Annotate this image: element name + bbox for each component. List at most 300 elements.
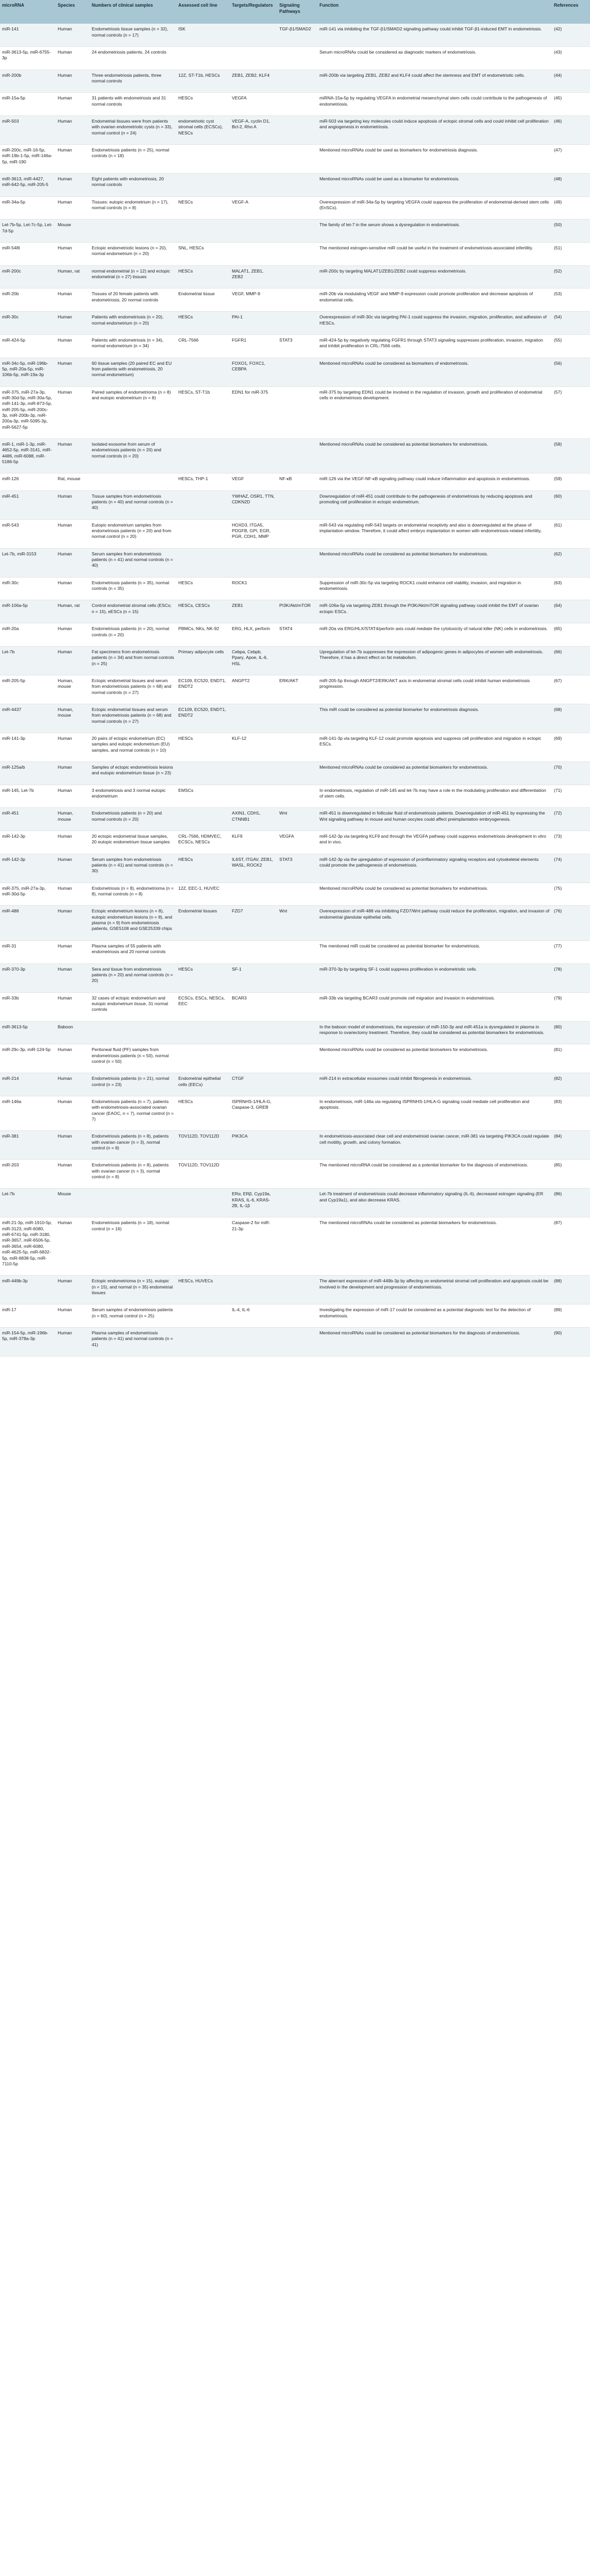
cell-species: Human bbox=[56, 1276, 90, 1304]
cell-microrna: miR-145, Let-7b bbox=[0, 785, 56, 808]
cell-function: miR-375 by targeting EDN1 could be involved in the regulation of invasion, growth and proliferation of endometrial cells in endometriosis development. bbox=[317, 386, 552, 438]
cell-cell-line: SNL, HESCs bbox=[176, 243, 230, 266]
cell-microrna: miR-125a/b bbox=[0, 761, 56, 785]
cell-targets bbox=[230, 1327, 277, 1356]
cell-species: Human bbox=[56, 24, 90, 46]
cell-microrna: miR-543 bbox=[0, 519, 56, 548]
table-row bbox=[0, 1160, 590, 1189]
cell-references: (65) bbox=[552, 623, 590, 647]
cell-pathways bbox=[277, 761, 317, 785]
cell-function: Downregulation of miR-451 could contribute to the pathogenesis of endometriosis by reducing apoptosis and promoting cell proliferation in ectopic endometrium. bbox=[317, 490, 552, 519]
cell-cell-line: HESCs bbox=[176, 93, 230, 116]
cell-targets: PAI-1 bbox=[230, 312, 277, 335]
cell-species: Human bbox=[56, 334, 90, 358]
cell-references: (57) bbox=[552, 386, 590, 438]
table-row bbox=[0, 548, 590, 577]
cell-microrna: miR-141 bbox=[0, 24, 56, 46]
cell-pathways bbox=[277, 1073, 317, 1096]
cell-cell-line bbox=[176, 46, 230, 70]
cell-cell-line bbox=[176, 145, 230, 174]
cell-pathways: VEGFA bbox=[277, 831, 317, 854]
cell-function: miRNA-15a-5p by regulating VEGFA in endometrial mesenchymal stem cells could contribute to the pathogenesis of endometriosis. bbox=[317, 93, 552, 116]
cell-species: Human bbox=[56, 70, 90, 93]
cell-cell-line: HESCs, ST-T1b bbox=[176, 386, 230, 438]
cell-species: Mouse bbox=[56, 1189, 90, 1217]
cell-species: Rat, mouse bbox=[56, 473, 90, 490]
cell-microrna: miR-424-5p bbox=[0, 334, 56, 358]
cell-targets: ROCK1 bbox=[230, 577, 277, 600]
cell-pathways bbox=[277, 1021, 317, 1044]
cell-references: (60) bbox=[552, 490, 590, 519]
cell-clinical-samples: Ectopic endometrioma (n = 15), eutopic (n = 15), and normal (n = 35) endometrial tissues bbox=[90, 1276, 176, 1304]
cell-cell-line: Endometrial tissue bbox=[176, 289, 230, 312]
cell-clinical-samples: Eight patients with endometriosis, 20 normal controls bbox=[90, 174, 176, 197]
cell-clinical-samples: Endometrial tissues were from patients with ovarian endometriotic cysts (n = 33), normal control (n = 24) bbox=[90, 115, 176, 144]
table-row bbox=[0, 1189, 590, 1217]
cell-targets: Cebpa, Cebpb, Pparγ, Apoe, IL-6, HSL bbox=[230, 646, 277, 675]
cell-pathways bbox=[277, 219, 317, 243]
cell-pathways bbox=[277, 785, 317, 808]
cell-function: miR-141 via inhibiting the TGF-β1/SMAD2 signaling pathway could inhibit TGF-β1-induced EMT in endometriosis. bbox=[317, 24, 552, 46]
table-row bbox=[0, 1217, 590, 1276]
cell-function: miR-33b via targeting BCAR3 could promote cell migration and invasion in endometriosis. bbox=[317, 992, 552, 1021]
cell-function: miR-451 is downregulated in follicular fluid of endometriosis patients. Downregulation of miR-451 by expressing the Wnt signaling pathway in mouse and human oocytes could affect preimplantation embryogenesis. bbox=[317, 808, 552, 831]
table-row bbox=[0, 1096, 590, 1130]
table-row bbox=[0, 675, 590, 704]
cell-clinical-samples bbox=[90, 473, 176, 490]
cell-references: (46) bbox=[552, 115, 590, 144]
cell-targets: KLF9 bbox=[230, 831, 277, 854]
cell-cell-line bbox=[176, 1021, 230, 1044]
cell-targets: ERG, HLX, perforin bbox=[230, 623, 277, 647]
cell-pathways bbox=[277, 1096, 317, 1130]
cell-cell-line: HESCs bbox=[176, 963, 230, 992]
cell-references: (80) bbox=[552, 1021, 590, 1044]
cell-targets: ISPRNHS-1/HLA-G, Caspase-3, GREB bbox=[230, 1096, 277, 1130]
cell-function: miR-141-3p via targeting KLF-12 could promote apoptosis and suppress cell proliferation and migration in ectopic ESCs. bbox=[317, 733, 552, 761]
cell-microrna: miR-214 bbox=[0, 1073, 56, 1096]
cell-pathways: TGF-β1/SMAD2 bbox=[277, 24, 317, 46]
cell-clinical-samples: Ectopic endometrial tissues and serum from endometriosis patients (n = 68) and normal controls (n = 27) bbox=[90, 704, 176, 733]
cell-microrna: miR-3613-5p bbox=[0, 1021, 56, 1044]
cell-clinical-samples: Endometriosis patients (n = 8), patients with ovarian cancer (n = 3), normal control (n = 8) bbox=[90, 1160, 176, 1189]
cell-microrna: miR-146a bbox=[0, 1096, 56, 1130]
cell-targets: EDN1 for miR-375 bbox=[230, 386, 277, 438]
cell-clinical-samples bbox=[90, 1021, 176, 1044]
cell-cell-line bbox=[176, 358, 230, 386]
cell-clinical-samples: Serum samples of endometriosis patients (n = 60), normal control (n = 25) bbox=[90, 1304, 176, 1328]
cell-targets: HOXD3, ITGA5, PDGFB, GPI, EGR, PGR, CDH1, MMP bbox=[230, 519, 277, 548]
cell-targets: IL-4, IL-6 bbox=[230, 1304, 277, 1328]
cell-species: Human bbox=[56, 623, 90, 647]
cell-species: Human, mouse bbox=[56, 704, 90, 733]
cell-species: Human bbox=[56, 761, 90, 785]
cell-targets: FZD7 bbox=[230, 906, 277, 940]
header-row bbox=[0, 0, 590, 24]
cell-function: Mentioned microRNAs could be used as biomarkers for endometriosis diagnosis. bbox=[317, 145, 552, 174]
cell-function: miR-205-5p through ANGPT2/ERK/AKT axis in endometrial stromal cells could inhibit human endometriosis progression. bbox=[317, 675, 552, 704]
cell-function: miR-200c by targeting MALAT1/ZEB1/ZEB2 could suppress endometriosis. bbox=[317, 265, 552, 289]
cell-clinical-samples: Ectopic endometriotic lesions (n = 20), normal endometrium (n = 20) bbox=[90, 243, 176, 266]
cell-targets: FGFR1 bbox=[230, 334, 277, 358]
cell-microrna: miR-142-3p bbox=[0, 831, 56, 854]
cell-microrna: miR-1, miR-1-3p, miR-4652-5p, miR-3141, miR-4486, miR-6088, miR-5186-5p bbox=[0, 438, 56, 473]
cell-microrna: Let-7b, miR-3153 bbox=[0, 548, 56, 577]
cell-species: Human bbox=[56, 1096, 90, 1130]
cell-references: (85) bbox=[552, 1160, 590, 1189]
cell-references: (52) bbox=[552, 265, 590, 289]
cell-references: (44) bbox=[552, 70, 590, 93]
cell-species: Human bbox=[56, 358, 90, 386]
cell-species: Human bbox=[56, 577, 90, 600]
cell-pathways bbox=[277, 490, 317, 519]
cell-function: Upregulation of let-7b suppresses the expression of adipogenic genes in adipocytes of women with endometriosis. Therefore, it has a direct effect on fat metabolism. bbox=[317, 646, 552, 675]
cell-clinical-samples: Ectopic endometrial tissues and serum from endometriosis patients (n = 68) and normal controls (n = 27) bbox=[90, 675, 176, 704]
cell-references: (68) bbox=[552, 704, 590, 733]
table-row bbox=[0, 1044, 590, 1073]
cell-species: Human bbox=[56, 646, 90, 675]
cell-pathways bbox=[277, 940, 317, 963]
cell-pathways: Wnt bbox=[277, 808, 317, 831]
table-row bbox=[0, 70, 590, 93]
cell-targets bbox=[230, 761, 277, 785]
cell-references: (82) bbox=[552, 1073, 590, 1096]
cell-pathways: STAT4 bbox=[277, 623, 317, 647]
table-row bbox=[0, 243, 590, 266]
cell-cell-line: EC109, EC520, ENDT1, ENDT2 bbox=[176, 675, 230, 704]
table-row bbox=[0, 24, 590, 46]
cell-cell-line bbox=[176, 808, 230, 831]
cell-references: (62) bbox=[552, 548, 590, 577]
cell-targets bbox=[230, 219, 277, 243]
table-row bbox=[0, 704, 590, 733]
cell-cell-line bbox=[176, 1327, 230, 1356]
cell-function: The mentioned microRNA could be considered as a potential biomarker for the diagnosis of endometriosis. bbox=[317, 1160, 552, 1189]
cell-references: (77) bbox=[552, 940, 590, 963]
cell-references: (69) bbox=[552, 733, 590, 761]
cell-pathways bbox=[277, 1217, 317, 1276]
cell-pathways bbox=[277, 577, 317, 600]
cell-cell-line: HESCs, HUVECs bbox=[176, 1276, 230, 1304]
cell-references: (78) bbox=[552, 963, 590, 992]
cell-function: miR-20b via modulating VEGF and MMP-9 expression could promote proliferation and decrease apoptosis of endometrial cells. bbox=[317, 289, 552, 312]
cell-species: Human bbox=[56, 1304, 90, 1328]
cell-microrna: miR-200b bbox=[0, 70, 56, 93]
cell-targets: ZEB1 bbox=[230, 600, 277, 623]
cell-pathways bbox=[277, 1327, 317, 1356]
table-row bbox=[0, 174, 590, 197]
cell-microrna: miR-503 bbox=[0, 115, 56, 144]
cell-clinical-samples: Paired samples of endometrioma (n = 8) and eutopic endometrium (n = 8) bbox=[90, 386, 176, 438]
cell-microrna: miR-200c, miR-16-5p, miR-19b-1-5p, miR-146a-5p, miR-190 bbox=[0, 145, 56, 174]
cell-cell-line bbox=[176, 490, 230, 519]
cell-references: (83) bbox=[552, 1096, 590, 1130]
cell-function: miR-503 via targeting key molecules could induce apoptosis of ectopic stromal cells and could inhibit cell proliferation and angiogenesis in endometriosis. bbox=[317, 115, 552, 144]
cell-microrna: miR-451 bbox=[0, 808, 56, 831]
cell-cell-line: HESCs bbox=[176, 265, 230, 289]
table-row bbox=[0, 334, 590, 358]
cell-function: Overexpression of miR-30c via targeting PAI-1 could suppress the invasion, migration, proliferation, and adhesion of HESCs. bbox=[317, 312, 552, 335]
cell-pathways bbox=[277, 1276, 317, 1304]
cell-species: Human bbox=[56, 490, 90, 519]
cell-species: Human bbox=[56, 963, 90, 992]
cell-cell-line: PBMCs, NKs, NK-92 bbox=[176, 623, 230, 647]
cell-references: (43) bbox=[552, 46, 590, 70]
table-row bbox=[0, 115, 590, 144]
cell-references: (49) bbox=[552, 196, 590, 219]
cell-function: Let-7b treatment of endometriosis could decrease inflammatory signaling (IL-6), decreased estrogen signaling (ER and Cyp19a1), and also decrease KRAS. bbox=[317, 1189, 552, 1217]
cell-function: Mentioned microRNAs could be considered as potential biomarkers for endometriosis. bbox=[317, 548, 552, 577]
cell-targets bbox=[230, 24, 277, 46]
cell-function: In endometriosis, miR-146a via regulating ISPRNHS-1/HLA-G signaling could mediate cell proliferation and apoptosis. bbox=[317, 1096, 552, 1130]
cell-microrna: miR-106a-5p bbox=[0, 600, 56, 623]
cell-pathways: Wnt bbox=[277, 906, 317, 940]
cell-clinical-samples: Isolated exosome from serum of endometriosis patients (n = 20) and normal controls (n = 20) bbox=[90, 438, 176, 473]
cell-species: Mouse bbox=[56, 219, 90, 243]
table-row bbox=[0, 785, 590, 808]
cell-targets bbox=[230, 243, 277, 266]
cell-microrna: miR-126 bbox=[0, 473, 56, 490]
cell-references: (88) bbox=[552, 1276, 590, 1304]
cell-function: miR-424-5p by negatively regulating FGFR1 through STAT3 signaling suppresses proliferation, invasion, migration and inhibit proliferation in CRL-7566 cells. bbox=[317, 334, 552, 358]
cell-cell-line: HESCs bbox=[176, 854, 230, 883]
cell-pathways bbox=[277, 704, 317, 733]
cell-targets: KLF-12 bbox=[230, 733, 277, 761]
cell-targets bbox=[230, 548, 277, 577]
cell-microrna: miR-3613-5p, miR-6755-3p bbox=[0, 46, 56, 70]
cell-clinical-samples: Samples of ectopic endometriosis lesions and eutopic endometrium tissue (n = 23) bbox=[90, 761, 176, 785]
cell-pathways bbox=[277, 265, 317, 289]
cell-references: (42) bbox=[552, 24, 590, 46]
cell-clinical-samples: Tissues of 20 female patients with endometriosis, 20 normal controls bbox=[90, 289, 176, 312]
cell-cell-line: 12Z, EEC-1, HUVEC bbox=[176, 883, 230, 906]
cell-targets bbox=[230, 438, 277, 473]
cell-targets bbox=[230, 704, 277, 733]
table-row bbox=[0, 906, 590, 940]
cell-clinical-samples: Plasma samples of 55 patients with endometriosis and 20 normal controls bbox=[90, 940, 176, 963]
cell-pathways bbox=[277, 548, 317, 577]
cell-targets: ERα, ERβ, Cyp19a, KRAS, IL-6, KRAS-2B, IL-1β bbox=[230, 1189, 277, 1217]
cell-microrna: miR-4437 bbox=[0, 704, 56, 733]
cell-references: (72) bbox=[552, 808, 590, 831]
cell-targets: VEGFA bbox=[230, 93, 277, 116]
cell-species: Human bbox=[56, 1131, 90, 1160]
cell-pathways bbox=[277, 1189, 317, 1217]
table-row bbox=[0, 646, 590, 675]
cell-clinical-samples: Endometriosis patients (n = 21), normal control (n = 23) bbox=[90, 1073, 176, 1096]
cell-microrna: miR-548l bbox=[0, 243, 56, 266]
cell-function: Serum microRNAs could be considered as diagnostic markers of endometriosis. bbox=[317, 46, 552, 70]
cell-pathways bbox=[277, 1160, 317, 1189]
cell-references: (73) bbox=[552, 831, 590, 854]
cell-pathways bbox=[277, 519, 317, 548]
cell-species: Human bbox=[56, 831, 90, 854]
cell-species: Human, rat bbox=[56, 600, 90, 623]
cell-references: (90) bbox=[552, 1327, 590, 1356]
cell-targets: IL6ST, ITGAV, ZEB1, WASL, ROCK2 bbox=[230, 854, 277, 883]
cell-cell-line: HESCs bbox=[176, 733, 230, 761]
cell-clinical-samples: Sera and tissue from endometriosis patients (n = 20) and normal controls (n = 20) bbox=[90, 963, 176, 992]
cell-clinical-samples: Endometriosis patients (n = 20) and normal controls (n = 20) bbox=[90, 808, 176, 831]
cell-clinical-samples: Fat specimens from endometriosis patients (n = 34) and from normal controls (n = 25) bbox=[90, 646, 176, 675]
cell-clinical-samples: 32 cases of ectopic endometrium and eutopic endometrium tissue, 31 normal controls bbox=[90, 992, 176, 1021]
cell-cell-line: CRL-7566 bbox=[176, 334, 230, 358]
cell-clinical-samples: Endometriosis patients (n = 8), patients with ovarian cancer (n = 3), normal control (n = 8) bbox=[90, 1131, 176, 1160]
column-header-microrna: microRNA bbox=[0, 0, 56, 24]
table-row bbox=[0, 358, 590, 386]
cell-function: The mentioned estrogen-sensitive miR could be useful in the treatment of endometriosis-associated infertility. bbox=[317, 243, 552, 266]
table-row bbox=[0, 1073, 590, 1096]
cell-targets: VEGF bbox=[230, 473, 277, 490]
cell-cell-line bbox=[176, 438, 230, 473]
cell-pathways bbox=[277, 646, 317, 675]
cell-clinical-samples: Serum samples from endometriosis patients (n = 41) and normal controls (n = 30) bbox=[90, 854, 176, 883]
cell-targets: YWHAZ, OSR1, TTN, CDKN2D bbox=[230, 490, 277, 519]
table-row bbox=[0, 733, 590, 761]
column-header-pathways: Signaling Pathways bbox=[277, 0, 317, 24]
cell-references: (54) bbox=[552, 312, 590, 335]
table-row bbox=[0, 1276, 590, 1304]
cell-pathways bbox=[277, 289, 317, 312]
cell-clinical-samples: Control endometrial stromal cells (ESCs; n = 15), eESCs (n = 15) bbox=[90, 600, 176, 623]
cell-clinical-samples: Tissues: eutopic endometrium (n = 17), normal controls (n = 8) bbox=[90, 196, 176, 219]
cell-microrna: miR-3613, miR-4427, miR-642-5p, miR-205-5 bbox=[0, 174, 56, 197]
cell-pathways bbox=[277, 1304, 317, 1328]
cell-species: Human bbox=[56, 243, 90, 266]
cell-references: (45) bbox=[552, 93, 590, 116]
cell-targets bbox=[230, 940, 277, 963]
cell-pathways bbox=[277, 93, 317, 116]
table-row bbox=[0, 600, 590, 623]
cell-cell-line: Primary adipocyte cells bbox=[176, 646, 230, 675]
table-row bbox=[0, 854, 590, 883]
table-row bbox=[0, 386, 590, 438]
cell-targets: CTGF bbox=[230, 1073, 277, 1096]
cell-cell-line: ISK bbox=[176, 24, 230, 46]
cell-references: (79) bbox=[552, 992, 590, 1021]
cell-clinical-samples: Plasma samples of endometriosis patients (n = 41) and normal controls (n = 41) bbox=[90, 1327, 176, 1356]
cell-species: Human bbox=[56, 883, 90, 906]
cell-clinical-samples: 20 ectopic endometrial tissue samples, 20 eutopic endometrium tissue samples bbox=[90, 831, 176, 854]
cell-pathways bbox=[277, 992, 317, 1021]
cell-microrna: miR-34a-5p bbox=[0, 196, 56, 219]
cell-references: (70) bbox=[552, 761, 590, 785]
cell-species: Human bbox=[56, 1217, 90, 1276]
table-row bbox=[0, 1304, 590, 1328]
cell-pathways: PI3K/Akt/mTOR bbox=[277, 600, 317, 623]
cell-function: Mentioned microRNAs could be considered as potential biomarkers for the diagnosis of endometriosis. bbox=[317, 1327, 552, 1356]
cell-microrna: miR-141-3p bbox=[0, 733, 56, 761]
cell-microrna: miR-154-5p, miR-196b-5p, miR-378a-3p bbox=[0, 1327, 56, 1356]
cell-species: Human, mouse bbox=[56, 675, 90, 704]
table-body bbox=[0, 24, 590, 1356]
cell-function: miR-106a-5p via targeting ZEB1 through the PI3K/Akt/mTOR signaling pathway could inhibit the EMT of ovarian ectopic ESCs. bbox=[317, 600, 552, 623]
cell-pathways bbox=[277, 1044, 317, 1073]
cell-species: Baboon bbox=[56, 1021, 90, 1044]
cell-targets bbox=[230, 145, 277, 174]
cell-pathways bbox=[277, 174, 317, 197]
cell-species: Human bbox=[56, 785, 90, 808]
table-row bbox=[0, 93, 590, 116]
cell-references: (75) bbox=[552, 883, 590, 906]
cell-cell-line: endometriotic cyst stromal cells (ECSCs), NESCs bbox=[176, 115, 230, 144]
cell-function: The mentioned miR could be considered as potential biomarker for endometriosis. bbox=[317, 940, 552, 963]
cell-species: Human bbox=[56, 46, 90, 70]
cell-clinical-samples: normal endometrial (n = 12) and ectopic endometrial (n = 27) tissues bbox=[90, 265, 176, 289]
cell-targets bbox=[230, 1160, 277, 1189]
cell-microrna: Let-7b bbox=[0, 646, 56, 675]
cell-species: Human bbox=[56, 940, 90, 963]
table-row bbox=[0, 623, 590, 647]
table-row bbox=[0, 289, 590, 312]
cell-cell-line: HESCs bbox=[176, 312, 230, 335]
cell-clinical-samples: Endometriosis patients (n = 7), patients with endometriosis-associated ovarian cancer (EAOC, n = 7), normal control (n = 7) bbox=[90, 1096, 176, 1130]
cell-targets: BCAR3 bbox=[230, 992, 277, 1021]
cell-species: Human bbox=[56, 548, 90, 577]
cell-microrna: miR-30c bbox=[0, 577, 56, 600]
cell-references: (74) bbox=[552, 854, 590, 883]
cell-microrna: miR-17 bbox=[0, 1304, 56, 1328]
cell-targets bbox=[230, 46, 277, 70]
cell-pathways: NF-κB bbox=[277, 473, 317, 490]
cell-species: Human bbox=[56, 1044, 90, 1073]
cell-species: Human bbox=[56, 1160, 90, 1189]
cell-pathways: STAT3 bbox=[277, 334, 317, 358]
cell-function: In endometriosis, regulation of miR-145 and let-7b may have a role in the modulating proliferation and differentiation of stem cells. bbox=[317, 785, 552, 808]
cell-clinical-samples: Peritoneal fluid (PF) samples from endometriosis patients (n = 50), normal control (n = 50) bbox=[90, 1044, 176, 1073]
cell-function: Overexpression of miR-34a-5p by targeting VEGFA could suppress the proliferation of endometrial-derived stem cells (EnSCs). bbox=[317, 196, 552, 219]
cell-targets: FOXO1, FOXC1, CEBPA bbox=[230, 358, 277, 386]
cell-references: (53) bbox=[552, 289, 590, 312]
cell-clinical-samples: Endometriosis patients (n = 25), normal controls (n = 18) bbox=[90, 145, 176, 174]
cell-microrna: miR-381 bbox=[0, 1131, 56, 1160]
cell-function: Mentioned microRNAs could be considered as potential biomarkers for endometriosis. bbox=[317, 761, 552, 785]
cell-microrna: miR-200c bbox=[0, 265, 56, 289]
cell-targets: VEGF, MMP-9 bbox=[230, 289, 277, 312]
cell-pathways bbox=[277, 70, 317, 93]
cell-clinical-samples bbox=[90, 1189, 176, 1217]
cell-species: Human bbox=[56, 174, 90, 197]
cell-targets bbox=[230, 1276, 277, 1304]
cell-cell-line bbox=[176, 1304, 230, 1328]
cell-cell-line bbox=[176, 1044, 230, 1073]
cell-function: Investigating the expression of miR-17 could be considered as a potential diagnostic test for the detection of endometriosis. bbox=[317, 1304, 552, 1328]
cell-microrna: miR-375, miR-27a-3p, miR-30d-5p bbox=[0, 883, 56, 906]
cell-microrna: miR-451 bbox=[0, 490, 56, 519]
cell-references: (58) bbox=[552, 438, 590, 473]
cell-species: Human bbox=[56, 519, 90, 548]
cell-microrna: miR-203 bbox=[0, 1160, 56, 1189]
cell-function: miR-142-3p via the upregulation of expression of proinflammatory signaling receptors and cytoskeletal elements could promote the pathogenesis of endometriosis. bbox=[317, 854, 552, 883]
cell-cell-line: CRL-7566, HDMVEC, ECSCs, NESCs bbox=[176, 831, 230, 854]
column-header-clinical-samples: Numbers of clinical samples bbox=[90, 0, 176, 24]
cell-cell-line: HESCs, CESCs bbox=[176, 600, 230, 623]
cell-clinical-samples: Three endometriosis patients, three normal controls bbox=[90, 70, 176, 93]
cell-pathways: STAT3 bbox=[277, 854, 317, 883]
table-row bbox=[0, 145, 590, 174]
cell-targets: PIK3CA bbox=[230, 1131, 277, 1160]
cell-cell-line: ECSCs, ESCs, NESCs, EEC bbox=[176, 992, 230, 1021]
cell-references: (51) bbox=[552, 243, 590, 266]
cell-function: miR-126 via the VEGF-NF-κB signaling pathway could induce inflammation and apoptosis in endometriosis. bbox=[317, 473, 552, 490]
cell-references: (67) bbox=[552, 675, 590, 704]
cell-cell-line bbox=[176, 219, 230, 243]
cell-targets bbox=[230, 883, 277, 906]
column-header-cell-line: Assessed cell line bbox=[176, 0, 230, 24]
cell-microrna: miR-30c bbox=[0, 312, 56, 335]
cell-pathways bbox=[277, 733, 317, 761]
cell-function: Suppression of miR-30c-5p via targeting ROCK1 could enhance cell viability, invasion, and migration in endometriosis. bbox=[317, 577, 552, 600]
